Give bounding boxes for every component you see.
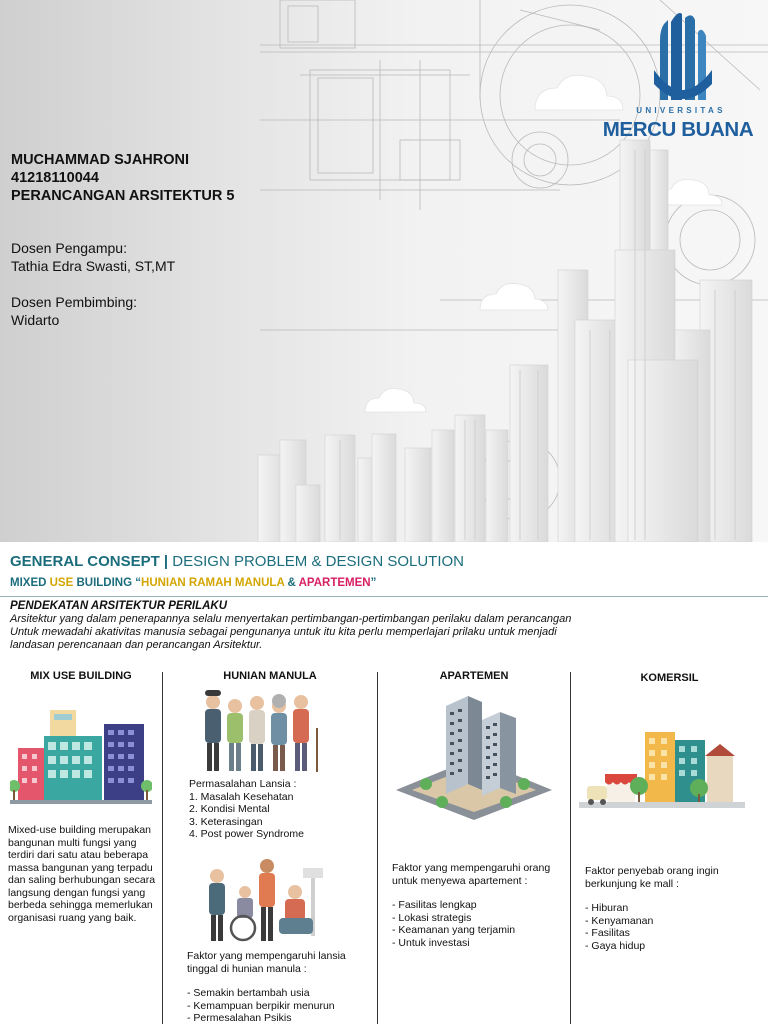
concept-slide — [0, 542, 768, 1024]
factor-item: - Permesalahan Psikis — [187, 1012, 292, 1024]
approach-title: PENDEKATAN ARSITEKTUR PERILAKU — [10, 600, 228, 612]
description-line: terdiri dari satu atau beberapa — [8, 849, 149, 861]
commercial-street-illustration — [579, 726, 745, 810]
komersil-factors — [585, 865, 719, 952]
apartemen-factors — [392, 862, 550, 949]
problem-item: 1. Masalah Kesehatan — [189, 790, 294, 803]
column-title: KOMERSIL — [640, 672, 699, 684]
factor-item: - Kenyamanan — [585, 914, 654, 927]
problems-title: Permasalahan Lansia : — [189, 778, 297, 790]
concept-heading — [10, 553, 464, 570]
factors-intro-line: Faktor yang mempengaruhi lansia — [187, 950, 346, 962]
author-block — [11, 151, 234, 205]
advisor-name: Widarto — [11, 312, 60, 328]
supervisor-name: Tathia Edra Swasti, ST,MT — [11, 258, 176, 274]
caregiver-illustration — [199, 856, 329, 944]
factor-item: - Fasilitas lengkap — [392, 899, 477, 911]
problem-item: 3. Keterasingan — [189, 815, 263, 828]
problem-item: 2. Kondisi Mental — [189, 803, 270, 815]
column-apartemen — [378, 670, 570, 1024]
lansia-problems — [189, 778, 304, 841]
approach-line: landasan perencanaan dan perancangan Arsitektur. — [10, 639, 263, 651]
factor-item: - Keamanan yang terjamin — [392, 924, 516, 936]
approach-text — [10, 613, 755, 652]
factor-item: - Kemampuan berpikir menurun — [187, 999, 335, 1012]
factors-intro-line: berkunjung ke mall : — [585, 877, 679, 890]
factor-item: - Hiburan — [585, 902, 629, 914]
header-divider — [0, 596, 768, 597]
concept-subheading — [10, 577, 376, 589]
column-hunian-manula — [163, 670, 377, 1024]
lecturer-block — [11, 239, 175, 329]
hunian-factors — [187, 950, 346, 1024]
description-line: dan saling berhubungan secara — [8, 874, 156, 886]
subheading-part-and: & — [284, 577, 299, 589]
factor-item: - Lokasi strategis — [392, 911, 472, 924]
mix-use-description — [8, 824, 160, 924]
student-id: 41218110044 — [11, 170, 99, 186]
column-title: HUNIAN MANULA — [223, 670, 317, 682]
subheading-part-hunian: HUNIAN RAMAH MANULA — [141, 577, 285, 589]
description-line: bangunan multi fungsi yang — [8, 836, 137, 849]
factor-item: - Semakin bertambah usia — [187, 987, 310, 999]
factor-item: - Untuk investasi — [392, 936, 470, 949]
mixed-use-building-illustration — [10, 708, 152, 804]
advisor-label: Dosen Pembimbing: — [11, 294, 138, 310]
description-line: massa bangunan yang terpadu — [8, 861, 153, 874]
concept-heading-bold: GENERAL CONSEPT | — [10, 553, 169, 570]
subheading-part-apartemen: APARTEMEN — [298, 577, 371, 589]
column-title: MIX USE BUILDING — [30, 670, 132, 682]
factors-intro-line: Faktor penyebab orang ingin — [585, 865, 719, 877]
description-line: Mixed-use building merupakan — [8, 824, 151, 836]
factors-intro-line: Faktor yang mempengaruhi orang — [392, 862, 551, 874]
subheading-part-mixed: MIXED — [10, 577, 50, 589]
author-name: MUCHAMMAD SJAHRONI — [11, 152, 190, 168]
university-logo — [598, 10, 758, 145]
logo-university-word: UNIVERSITAS — [636, 106, 726, 115]
factors-intro-line: tinggal di hunian manula : — [187, 962, 307, 975]
mercu-buana-emblem-icon — [598, 10, 758, 106]
column-title: APARTEMEN — [439, 670, 509, 682]
subheading-part-building: BUILDING “ — [73, 577, 142, 589]
factors-intro-line: untuk menyewa apartement : — [392, 874, 528, 887]
logo-university-name: MERCU BUANA — [602, 118, 754, 141]
approach-line: Untuk mewadahi akativitas manusia sebagai pengunanya untuk itu kita perlu memperlajari prilaku untuk menjadi — [10, 626, 557, 638]
description-line: langsung dengan fungsi yang — [8, 886, 146, 899]
factor-item: - Fasilitas — [585, 927, 630, 939]
subheading-part-use: USE — [49, 577, 74, 589]
column-mix-use — [0, 670, 162, 1024]
column-komersil — [571, 670, 768, 1024]
elderly-people-illustration — [199, 688, 325, 774]
supervisor-label: Dosen Pengampu: — [11, 240, 127, 256]
problem-item: 4. Post power Syndrome — [189, 828, 304, 840]
approach-line: Arsitektur yang dalam penerapannya selalu menyertakan pertimbangan-pertimbangan perilaku dalam perancangan — [10, 613, 572, 625]
factor-item: - Gaya hidup — [585, 939, 646, 952]
subheading-part-quote: ” — [370, 577, 377, 589]
apartment-tower-illustration — [396, 696, 552, 820]
course-name: PERANCANGAN ARSITEKTUR 5 — [11, 188, 235, 204]
description-line: berbeda sehingga memerlukan — [8, 899, 153, 911]
concept-heading-rest: DESIGN PROBLEM & DESIGN SOLUTION — [168, 553, 465, 570]
description-line: organisasi ruang yang baik. — [8, 911, 137, 924]
